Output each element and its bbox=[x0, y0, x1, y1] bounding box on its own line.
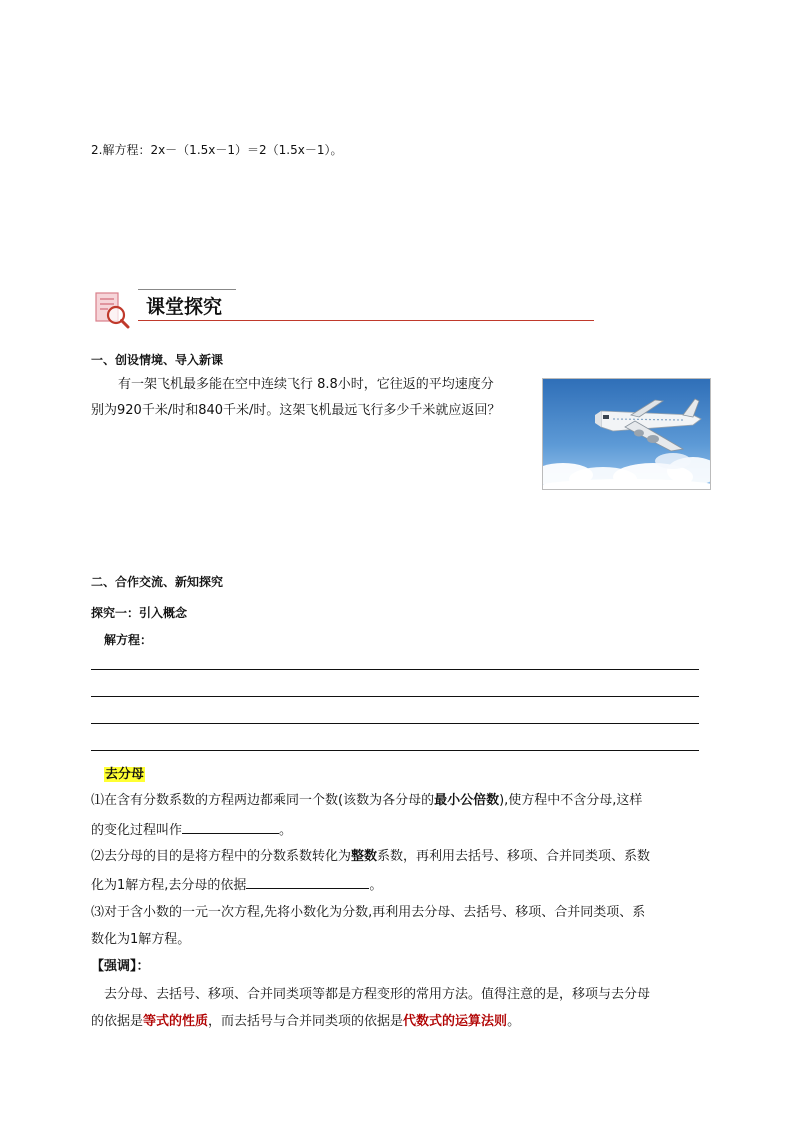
section-title: 课堂探究 bbox=[146, 296, 223, 318]
p2-line2-end: 。 bbox=[369, 878, 383, 893]
problem-2-text: 2.解方程：2x－（1.5x－1）＝2（1.5x－1）。 bbox=[91, 143, 343, 157]
emphasis-text-b: ，而去括号与合并同类项的依据是 bbox=[208, 1014, 404, 1029]
section-divider-bottom bbox=[138, 320, 594, 321]
concept-p3-line1: ⑶对于含小数的一元一次方程,先将小数化为分数,再利用去分母、去括号、移项、合并同类项、系 bbox=[91, 905, 646, 920]
p2-line2-text: 化为1解方程,去分母的依据 bbox=[91, 878, 247, 893]
emphasis-line2 bbox=[91, 1012, 520, 1032]
part1-line2: 别为920千米/时和840千米/时。这架飞机最远飞行多少千米就应返回？ bbox=[91, 403, 501, 418]
concept-highlight bbox=[104, 765, 145, 785]
p2-text-a: ⑵去分母的目的是将方程中的分数系数转化为 bbox=[91, 849, 352, 864]
highlight-text: 去分母 bbox=[105, 767, 145, 782]
magnifier-document-icon bbox=[94, 291, 132, 329]
emphasis-red-1: 等式的性质 bbox=[143, 1014, 209, 1029]
part1-line1: 有一架飞机最多能在空中连续飞行 8.8小时，它往返的平均速度分 bbox=[118, 377, 494, 392]
p1-line2-end: 。 bbox=[279, 823, 293, 838]
p2-bold: 整数 bbox=[351, 849, 378, 864]
concept-p1-line2 bbox=[91, 819, 292, 841]
answer-line-1[interactable] bbox=[91, 669, 699, 670]
answer-line-3[interactable] bbox=[91, 723, 699, 724]
explore1-label: 探究一：引入概念 bbox=[91, 606, 188, 620]
answer-line-4[interactable] bbox=[91, 750, 699, 751]
p1-bold: 最小公倍数 bbox=[434, 793, 500, 808]
emphasis-end: 。 bbox=[507, 1014, 521, 1029]
blank-fill-1[interactable] bbox=[182, 819, 279, 834]
part1-heading: 一、创设情境、导入新课 bbox=[91, 353, 224, 367]
section-divider-top bbox=[138, 289, 236, 290]
concept-p1-line1 bbox=[91, 791, 642, 811]
p2-text-b: 系数，再利用去括号、移项、合并同类项、系数 bbox=[377, 849, 651, 864]
concept-p2-line1 bbox=[91, 847, 650, 867]
emphasis-label: 【强调】： bbox=[91, 959, 150, 974]
p1-text-b: ),使方程中不含分母,这样 bbox=[499, 793, 643, 808]
concept-p2-line2 bbox=[91, 874, 382, 896]
blank-fill-2[interactable] bbox=[246, 874, 369, 889]
p1-text-a: ⑴在含有分数系数的方程两边都乘同一个数(该数为各分母的 bbox=[91, 793, 435, 808]
emphasis-red-2: 代数式的运算法则 bbox=[403, 1014, 508, 1029]
airplane-illustration bbox=[542, 378, 711, 490]
emphasis-line1: 去分母、去括号、移项、合并同类项等都是方程变形的常用方法。值得注意的是，移项与去分母 bbox=[104, 987, 651, 1002]
p1-line2-text: 的变化过程叫作 bbox=[91, 823, 183, 838]
emphasis-text-a: 的依据是 bbox=[91, 1014, 144, 1029]
solve-label: 解方程： bbox=[104, 633, 153, 647]
part2-heading: 二、合作交流、新知探究 bbox=[91, 575, 224, 589]
concept-p3-line2: 数化为1解方程。 bbox=[91, 932, 191, 947]
answer-line-2[interactable] bbox=[91, 696, 699, 697]
